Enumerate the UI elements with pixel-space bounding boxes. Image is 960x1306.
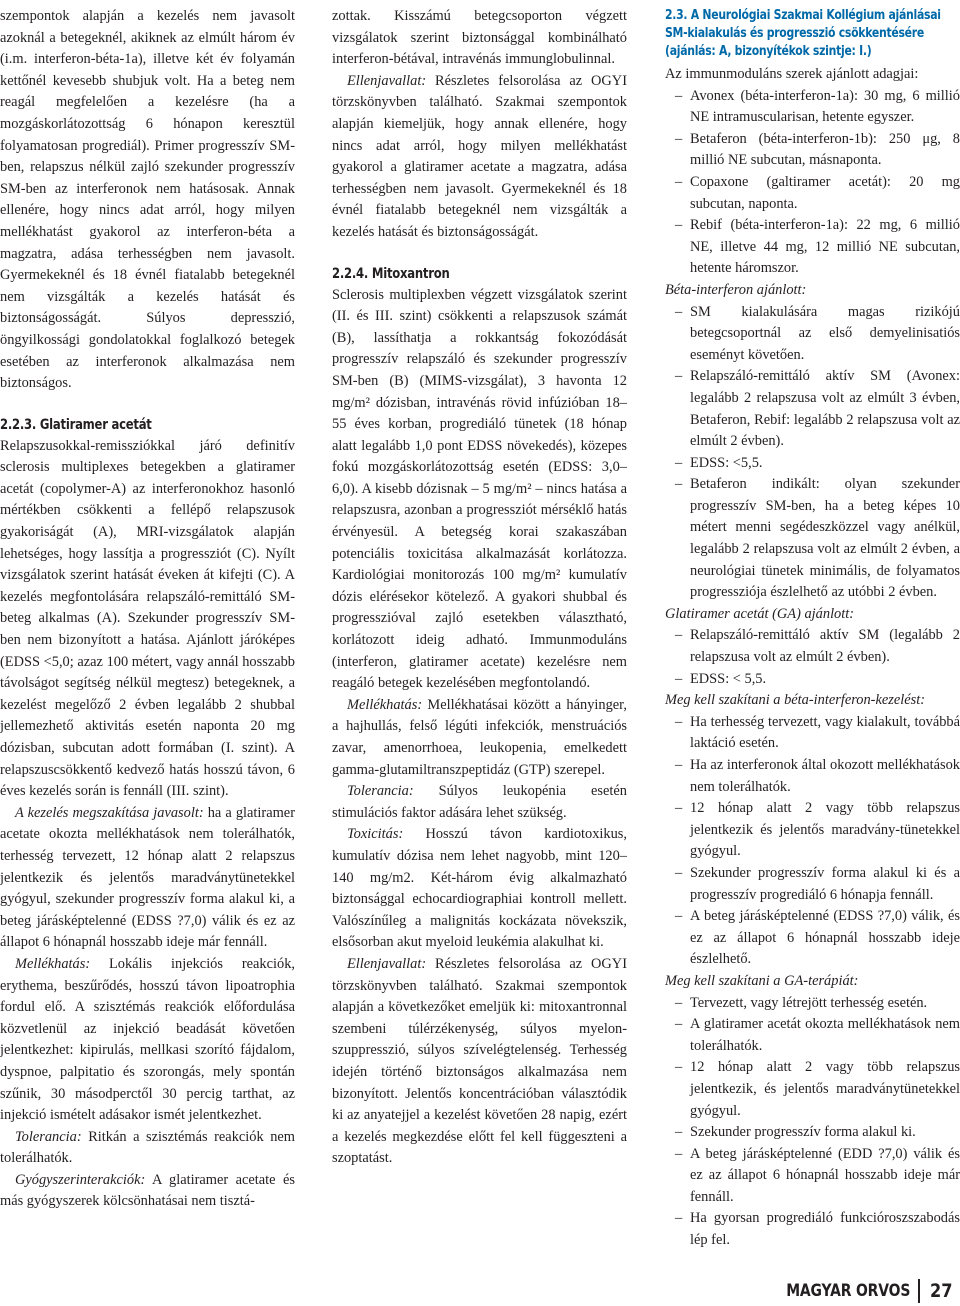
list-item: – A glatiramer acetát okozta mellékhatások nem tolerálhatók. [665, 1014, 960, 1057]
paragraph-glatiramer-stop [0, 803, 295, 954]
paragraph-glatiramer-efficacy: Relapszusokkal-remissziókkal járó definitív sclerosis multiplexes betegekben a glatiramer acetát (copolymer-A) az interferonokhoz hasonló mértékben csökkenti a fellépő relapszusok gyakoriságát (A), MRI-vizsgálatok alapján lehetséges, hogy lassítja a progressziót (C). Nyílt vizsgálatok szerint hatását éveken át kifejti (C). A kezelés megfontolására relapszáló-remittáló SM-beteg alkalmas (A). Szekunder progresszív SM-ben nem bizonyított a hatása. Ajánlott járóképes (EDSS <5,0; azaz 100 métert, vagy annál hosszabb távolságot segítség nélkül megtesz) betegeknek, a kezelést megelőző 2 évben legalább 2 shubbal jellemezhető aktivitás esetén naponta 20 mg dózisban, subcutan adott formában (I. szint). A relapszuscsökkentő kedvező hatás hosszú távon, 6 éves kezelés során is fennáll (III. szint). [0, 437, 295, 800]
label-interactions: Gyógyszerinterakciók: [15, 1171, 146, 1188]
label-mito-tolerance: Tolerancia: [347, 783, 414, 800]
label-stop: A kezelés megszakítása javasolt: [15, 804, 204, 821]
text-side-effects: Lokális injekciós reakciók, erythema, beszűrődés, hosszú távon lipoatrophia fordul elő. A szisztémás reakciók előfordulása közvetlenül az injekció beadását követően jelentkezhet: kipirulás, mellkasi szorító fájdalom, dyspnoe, palpitatio és szorongás, mely spontán szűnik, 30 másodperctől 30 percig tarthat, az injekció ismételt adásakor ismét jelentkezhet. [0, 955, 295, 1124]
label-mito-contraindication: Ellenjavallat: [347, 955, 427, 972]
journal-name: MAGYAR ORVOS [786, 1281, 911, 1301]
label-mito-side-effects: Mellékhatás: [347, 696, 423, 713]
list-item: – Relapszáló-remittáló aktív SM (legalább 2 relapszusa volt az elmúlt 2 évben). [665, 625, 960, 668]
list-item: – Szekunder progresszív forma alakul ki. [665, 1122, 960, 1144]
paragraph-mitoxantron-tolerance [332, 781, 627, 824]
footer-divider [918, 1279, 920, 1303]
heading-mitoxantron: 2.2.4. Mitoxantron [332, 265, 450, 282]
heading-glatiramer: 2.2.3. Glatiramer acetát [0, 416, 152, 433]
text-mito-tolerance: Súlyos leukopénia esetén stimulációs faktor adására lehet szükség. [332, 783, 627, 821]
column-right [665, 6, 960, 1252]
list-stop-beta [665, 712, 960, 971]
list-item: – 12 hónap alatt 2 vagy több relapszus jelentkezik, és jelentős maradványtünetekkel gyógyul. [665, 1057, 960, 1122]
text-contraindication: Részletes felsorolása az OGYI törzskönyvben található. Szakmai szempontok alapján kiemeljük, hogy annak ellenére, hogy nincs adat arról, hogy milyen mellékhatást gyakorol a glatiramer acetate a magzatra, adása terhességben nem javasolt. Gyermekeknél és 18 évnél fiatalabb betegeknél nem vizsgálták a kezelés hatását és biztonságosságát. [332, 72, 627, 240]
label-tolerance: Tolerancia: [15, 1128, 82, 1145]
paragraph-mitoxantron-toxicity [332, 824, 627, 954]
list-item: – Relapszáló-remittáló aktív SM (Avonex: legalább 2 relapszusa volt az elmúlt 3 évben, Betaferon, Rebif: legalább 2 relapszusa volt az elmúlt 2 évben). [665, 366, 960, 452]
heading-recommendations [665, 6, 960, 60]
list-item: – Betaferon indikált: olyan szekunder progresszív SM-ben, ha a beteg képes 10 métert menni segédeszközzel vagy anélkül, legalább 2 relapszusa volt az elmúlt 2 évben, a neurológiai tünetek minimális, de folyamatos progressziója észlelhető az utóbbi 2 évben. [665, 474, 960, 604]
text-interactions: A glatiramer acetate és más gyógyszerek kölcsönhatásai nem tisztá- [0, 1171, 295, 1210]
text-mito-side-effects: Mellékhatásai között a hányinger, a hajhullás, felső légúti infekciók, menstruációs zavar, amenorrhoea, leukopenia, emelkedett gamma-glutamiltranszpeptidáz (GTP) szerepel. [332, 696, 627, 778]
list-item: – EDSS: < 5,5. [665, 669, 960, 691]
list-beta-recommended [665, 302, 960, 604]
text-mito-contraindication: Részletes felsorolása az OGYI törzskönyvben található. Szakmai szempontok alapján a következőket emeljük ki: mitoxantronnal szembeni túlérzékenység, súlyos myelon-szuppresszió, súlyos szívelégtelenség. Terhesség idején történő biztonságos alkalmazása nem bizonyított. Jelentős koncentrációban választódik ki az anyatejjel a kezelést követően 28 napig, ezért a kezelés megkezdése előtt fel kell függeszteni a szoptatást. [332, 955, 627, 1167]
heading-line-1: 2.3. A Neurológiai Szakmai Kollégium ajánlásai [665, 7, 941, 23]
column-left [0, 6, 295, 1213]
text-tolerance: Ritkán a szisztémás reakciók nem tolerálhatók. [0, 1128, 295, 1167]
column-middle [332, 6, 627, 1170]
doses-intro: Az immunmoduláns szerek ajánlott adagjai: [665, 66, 919, 82]
heading-line-3: (ajánlás: A, bizonyítékok szintje: I.) [665, 43, 872, 59]
list-item: – Szekunder progresszív forma alakul ki és a progresszív progrediáló 6 hónapja fennáll. [665, 863, 960, 906]
list-item: – Tervezett, vagy létrejött terhesség esetén. [665, 993, 960, 1015]
page-footer [759, 1276, 954, 1306]
list-item: – Betaferon (béta-interferon-1b): 250 μg, 8 millió NE subcutan, másnaponta. [665, 129, 960, 172]
list-item: – 12 hónap alatt 2 vagy több relapszus jelentkezik és jelentős maradvány-tünetekkel gyógyul. [665, 798, 960, 863]
paragraph-mitoxantron-efficacy: Sclerosis multiplexben végzett vizsgálatok szerint (II. és III. szint) csökkenti a relapszusok számát (B), lassíthatja a rokkantság fokozódását progresszív relapszáló és szekunder progresszív SM-ben (B) (MIMS-vizsgálat), 3 havonta 12 mg/m² dózisban, intravénás rövid infúzióban 18–55 éves korban, progrediáló tünetek (18 hónap alatt legalább 1,0 pont EDSS növekedés), közepes fokú mozgáskorlátozottság esetén (EDSS: 3,0–6,0). A kisebb dózisnak – 5 mg/m² – nincs hatása a relapszusra, azonban a progressziót mérséklő hatás érvényesül. A betegség korai szakaszában potenciális toxicitása alkalmazását korlátozza. Kardiológiai monitorozás 100 mg/m² kumulatív dózis elérésekor kötelező. A gyakori shubbal és progresszióval zajló esetekben választható, korlátozott ideig adható. Immunmoduláns (interferon, glatiramer acetate) kezelésre nem reagáló betegek kezelésében megfontolandó. [332, 286, 627, 692]
paragraph-glatiramer-interactions [0, 1170, 295, 1213]
paragraph-glatiramer-tolerance [0, 1127, 295, 1170]
list-ga-recommended [665, 625, 960, 690]
list-item: – SM kialakulására magas rizikójú betegcsoportnál az első demyelinisatiós eseményt követően. [665, 302, 960, 367]
list-item: – Ha az interferonok által okozott mellékhatások nem tolerálhatók. [665, 755, 960, 798]
label-beta-recommended: Béta-interferon ajánlott: [665, 281, 807, 298]
list-item: – Ha terhesség tervezett, vagy kialakult, továbbá laktáció esetén. [665, 712, 960, 755]
list-stop-ga [665, 993, 960, 1252]
label-stop-beta: Meg kell szakítani a béta-interferon-kezelést: [665, 692, 926, 709]
paragraph-glatiramer-contraindication [332, 71, 627, 244]
paragraph-mitoxantron-side-effects [332, 695, 627, 781]
list-item: – A beteg járásképtelenné (EDD ?7,0) válik és ez az állapot 6 hónapnál hosszabb ideje már fennáll. [665, 1144, 960, 1209]
list-item: – EDSS: <5,5. [665, 453, 960, 475]
list-item: – A beteg járásképtelenné (EDSS ?7,0) válik, és ez az állapot 6 hónapnál hosszabb ideje észlelhető. [665, 906, 960, 971]
list-item: – Avonex (béta-interferon-1a): 30 mg, 6 millió NE intramuscularisan, hetente egyszer. [665, 86, 960, 129]
paragraph-interferon-contraindications: szempontok alapján a kezelés nem javasolt azoknál a betegeknél, akiknek az elmúlt három év (i.m. interferon-béta-1a), illetve két év folyamán kettőnél kevesebb shubjuk volt. Ha a beteg nem reagál megfelelően a kezelésre (ha a mozgáskorlátozottság 6 hónapon keresztül folyamatosan progrediál). Primer progresszív SM-ben, relapszus nélkül zajló szekunder progresszív SM-ben az interferonok nem hatásosak. Annak ellenére, hogy nincs adat arról, hogy milyen mellékhatást gyakorol az interferon-béta a magzatra, adása terhességben nem javasolt. Gyermekeknél és 18 évnél fiatalabb betegeknél nem vizsgálták a kezelés hatását és biztonságosságát. Súlyos depresszió, öngyilkossági gondolatokkal foglalkozó betegek esetében az interferonok alkalmazása nem biztonságos. [0, 8, 295, 392]
page-number: 27 [929, 1280, 953, 1302]
paragraph-glatiramer-combination: zottak. Kisszámú betegcsoporton végzett vizsgálatok szerint biztonsággal kombinálható interferon-bétával, intravénás immunglobulinnal. [332, 8, 627, 68]
list-item: – Rebif (béta-interferon-1a): 22 mg, 6 millió NE, illetve 44 mg, 12 millió NE subcutan, hetente háromszor. [665, 215, 960, 280]
list-item: – Ha gyorsan progrediáló funkcióroszszabodás lép fel. [665, 1208, 960, 1251]
text-mito-toxicity: Hosszú távon kardiotoxikus, kumulatív dózisa nem lehet nagyobb, mint 120–140 mg/m2. Két-három évig alkalmazható biztonsággal echocardiographiai kontroll mellett. Valószínűleg a malignitás kockázata növekszik, elsősorban akut myeloid leukémia alakulhat ki. [332, 826, 627, 951]
paragraph-glatiramer-side-effects [0, 954, 295, 1127]
label-stop-ga: Meg kell szakítani a GA-terápiát: [665, 972, 859, 989]
label-contraindication: Ellenjavallat: [347, 72, 427, 89]
paragraph-mitoxantron-contraindication [332, 954, 627, 1170]
heading-line-2: SM-kialakulás és progresszió csökkentésére [665, 25, 924, 41]
label-ga-recommended: Glatiramer acetát (GA) ajánlott: [665, 605, 855, 622]
text-stop: ha a glatiramer acetate okozta mellékhatások nem tolerálhatók, terhesség tervezett, 12 hónap alatt 2 relapszus jelentkezik és jelentős maradványtünetekkel gyógyul, szekunder progresszív forma alakul ki, a beteg járásképtelenné (EDSS ?7,0) válik és ez az állapot 6 hónapnál hosszabb ideje már fennáll. [0, 804, 295, 951]
list-item: – Copaxone (galtiramer acetát): 20 mg subcutan, naponta. [665, 172, 960, 215]
list-doses [665, 86, 960, 280]
label-mito-toxicity: Toxicitás: [347, 826, 404, 843]
label-side-effects: Mellékhatás: [15, 955, 91, 972]
